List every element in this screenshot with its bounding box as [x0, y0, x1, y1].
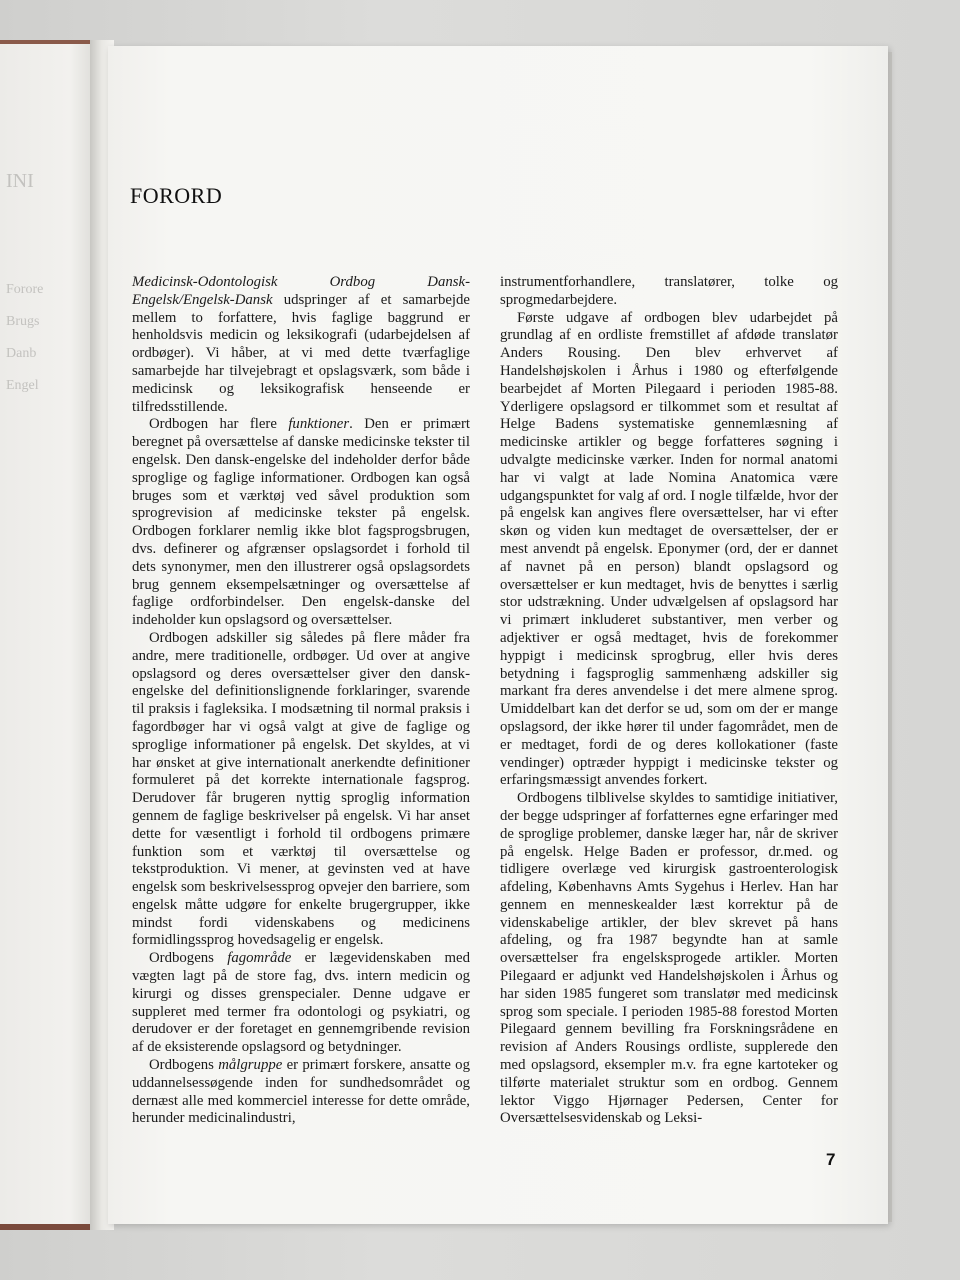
left-page-fragment: Forore — [6, 282, 44, 297]
paragraph: Medicinsk-Odontologisk Ordbog Dansk-Engelsk/Engelsk-Dansk udspringer af et samarbejde mellem to forfattere, hvis faglige baggrund er henholdsvis medicin og leksikografi (udarbejdelsen af ordbøger). Vi håber, at vi med dette tværfaglige samarbejde har tilvejebragt et opslagsværk, som både i medicinsk og leksikografisk henseende er tilfredsstillende. — [132, 274, 470, 415]
left-page — [0, 44, 100, 1224]
paragraph: Ordbogens fagområde er lægevidenskaben med vægten lagt på de store fag, dvs. intern medicin og kirurgi og disses grenspecialer. Denne udgave er suppleret med termer fra odontologi og psykiatri, og derudover er der foretaget en gennemgribende revision af de eksisterende opslagsord og betydninger. — [132, 950, 470, 1056]
paragraph: Første udgave af ordbogen blev udarbejdet på grundlag af en ordliste fremstillet af afdøde translatør Anders Rousing. Den blev erhvervet af Handelshøjskolen i Århus i 1980 og efterfølgende bearbejdet af Morten Pilegaard i perioden 1985-88. Yderligere opslagsord er tilkommet som et resultat af Helge Badens systematiske gennemlæsning af medicinske artikler og begge forfatteres søgning i udvalgte medicinske værker. Inden for normal anatomi har vi valgt at lade Nomina Anatomica være udgangspunktet for valg af ord. I nogle tilfælde, hvor der på engelsk kan angives flere oversættelser, har vi efter skøn og viden kun medtaget de oversættelser, der er mest anvendt på engelsk. Eponymer (ord, der er dannet af navnet på en person) blandt opslagsord og oversættelser er kun medtaget, hvis de benyttes i særlig stor udstrækning. Under udvælgelsen af opslagsord har vi primært inkluderet substantiver, men verber og adjektiver er også medtaget, hvis de forekommer hyppigt i medicinsk sprogbrug, eller hvis deres betydning i fagsproglig sammenhæng adskiller sig markant fra deres anvendelse i det mere almene sprog. Umiddelbart kan det derfor se ud, som om der er mange opslagsord, der ikke hører til under fagområdet, men de er medtaget, fordi de og deres kollokationer (faste vendinger) optræder hyppigt i medicinske tekster og erfaringsmæssigt anvendes forkert. — [500, 309, 838, 789]
dictionary-title: Medicinsk-Odontologisk Ordbog Dansk-Engelsk/Engelsk-Dansk — [132, 274, 470, 308]
paragraph: Ordbogens tilblivelse skyldes to samtidige initiativer, der begge udspringer af forfatternes egne erfaringer med de sproglige problemer, danske læger har, når de skriver på engelsk. Helge Baden er professor, dr.med. og tidligere overlæge ved kirurgisk gastroenterologisk afdeling, Københavns Amts Sygehus i Herlev. Han har gennem en menneskealder læst korrektur på de videnskabelige artikler, der blev skrevet på hans afdeling, og fra 1987 begyndte han at samle oversættelser fra engelsksprogede artikler. Morten Pilegaard er adjunkt ved Handelshøjskolen i Århus og har siden 1985 fungeret som translatør med medicinsk sprog som speciale. I perioden 1985-88 forestod Morten Pilegaard gennem bevilling fra Forskningsrådene en revision af Anders Rousings ordliste, supplerede den med opslagsord, eksempler m.v. fra egne kartoteker og tilførte materialet struktur som en ordbog. Gennem lektor Viggo Hjørnager Pedersen, Center for Oversættelsesvidenskab og Leksi- — [500, 790, 838, 1127]
right-text-column — [500, 274, 838, 1128]
left-page-fragment: Brugs — [6, 314, 40, 329]
left-page-fragment: Engel — [6, 378, 39, 393]
left-page-fragment: Danb — [6, 346, 37, 361]
page-title: FORORD — [130, 182, 223, 208]
left-page-heading-fragment: INI — [6, 170, 34, 192]
paragraph: Ordbogens målgruppe er primært forskere, ansatte og uddannelsessøgende inden for sundhedsområdet og dernæst alle med kommerciel interesse for dette område, herunder medicinalindustri, — [132, 1057, 470, 1127]
paragraph: Ordbogen adskiller sig således på flere måder fra andre, mere traditionelle, ordbøger. Ud over at angive opslagsord og deres oversættelser giver den dansk-engelske del definitionslignende forklaringer, svarende til praksis i fagleksika. I modsætning til normal praksis i fagordbøger har vi også valgt at give de faglige og sproglige informationer på engelsk. Det skyldes, at vi har ønsket at give internationalt anerkendte definitioner formuleret på det korrekte internationale fagsprog. Derudover får brugeren nyttig sproglig information gennem de faglige beskrivelser på engelsk. Vi har anset dette for væsentligt i forhold til ordbogens primære funktion som et værktøj til oversættelse og tekstproduktion. Vi mener, at gevinsten ved at have engelsk som beskrivelsessprog opvejer den barriere, som engelsk måtte udgøre for enkelte brugergrupper, ikke mindst fordi videnskabens og medicinens formidlingssprog hovedsagelig er engelsk. — [132, 629, 470, 949]
paragraph: instrumentforhandlere, translatører, tolke og sprogmedarbejdere. — [500, 274, 838, 308]
paragraph: Ordbogen har flere funktioner. Den er primært beregnet på oversættelse af danske medicinske tekster til engelsk. Den dansk-engelske del indeholder derfor både sproglige og faglige informationer. Ordbogen kan også bruges som et værktøj ved såvel produktion som sprogrevision af medicinske tekster på engelsk. Ordbogen forklarer nemlig ikke blot fagsprogsbrugen, dvs. definerer og afgrænser opslagsordet i forhold til dets synonymer, men den illustrerer også opslagsordets brug gennem eksempelsætninger og oversættelse af faglige ordforbindelser. Den engelsk-danske del indeholder kun opslagsord og oversættelser. — [132, 416, 470, 629]
left-text-column — [132, 274, 470, 1128]
page-number: 7 — [826, 1150, 836, 1169]
right-page — [108, 46, 888, 1224]
